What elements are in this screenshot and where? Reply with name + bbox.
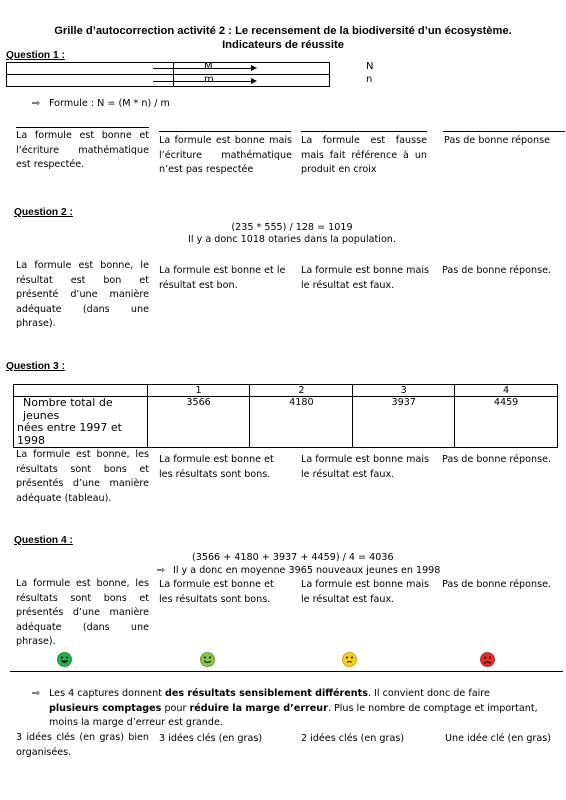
arrow-right-icon: ⇨ <box>32 688 41 699</box>
q1-var-N: N <box>366 61 374 72</box>
question-4-label: Question 4 : <box>14 535 73 546</box>
key-idea-1: des résultats sensiblement différents <box>164 688 368 699</box>
q3-header-2: 2 <box>250 385 353 397</box>
q3-row-label: Nombre total de jeunes nées entre 1997 et 1998 <box>14 397 148 448</box>
q2-criterion-2: La formule est bonne et le résultat est bon. <box>159 265 286 291</box>
final-criterion-4: Une idée clé (en gras) <box>445 733 551 744</box>
q1-var-M: M <box>204 61 213 72</box>
q3-value-3: 3937 <box>353 397 455 448</box>
q1-formula: Formule : N = (M * n) / m <box>49 98 170 109</box>
q2-criterion-4: Pas de bonne réponse. <box>442 265 552 276</box>
q4-criterion-3: La formule est bonne mais le résultat est faux. <box>301 579 430 605</box>
q3-criterion-4: Pas de bonne réponse. <box>442 454 552 465</box>
q3-header-4: 4 <box>455 385 558 397</box>
q1-criterion-1: La formule est bonne et l’écriture mathématique est respectée. <box>16 130 149 170</box>
q1-criterion-4: Pas de bonne réponse <box>444 135 550 146</box>
q1-rule-4 <box>443 131 565 132</box>
q3-criterion-2: La formule est bonne et les résultats sont bons. <box>159 454 274 480</box>
conclusion-text: Les 4 captures donnent des résultats sensiblement différents. Il convient donc de faire plusieurs comptages pour réduire la marge d’erreur. Plus le nombre de comptage et important, moins la marge d’erreur est grande. <box>49 688 538 728</box>
q1-rule-1 <box>16 127 149 128</box>
q4-criterion-4: Pas de bonne réponse. <box>442 579 552 590</box>
question-3-label: Question 3 : <box>6 361 65 372</box>
document-subtitle: Indicateurs de réussite <box>222 39 344 51</box>
q3-table <box>13 384 558 448</box>
q2-criterion-1: La formule est bonne, le résultat est bon et présenté d’une manière adéquate (dans une phrase). <box>16 260 149 329</box>
q3-value-1: 3566 <box>147 397 250 448</box>
final-criterion-1: 3 idées clés (en gras) bien organisées. <box>16 732 149 758</box>
sad-face-icon <box>480 652 495 667</box>
neutral-face-icon <box>342 652 357 667</box>
arrow-right-icon: ⇨ <box>157 565 166 576</box>
q3-criterion-1: La formule est bonne, les résultats sont bons et présentés d’une manière adéquate (tableau). <box>16 449 149 504</box>
q1-var-n: n <box>366 74 373 85</box>
q1-rule-2 <box>159 131 291 132</box>
q1-table <box>6 62 330 87</box>
final-criterion-3: 2 idées clés (en gras) <box>301 733 405 744</box>
q2-calculation: (235 * 555) / 128 = 1019 <box>231 222 353 233</box>
arrow-top-line <box>153 68 253 69</box>
q1-criterion-3: La formule est fausse mais fait référence à un produit en croix <box>301 135 427 175</box>
q2-criterion-3: La formule est bonne mais le résultat est faux. <box>301 265 430 291</box>
q3-criterion-3: La formule est bonne mais le résultat est faux. <box>301 454 430 480</box>
laughing-face-icon <box>57 652 72 667</box>
final-criterion-2: 3 idées clés (en gras) <box>159 733 263 744</box>
arrow-top-head-icon <box>251 65 257 71</box>
question-1-label: Question 1 : <box>6 50 65 61</box>
section-divider <box>10 671 563 672</box>
question-2-label: Question 2 : <box>14 207 73 218</box>
arrow-bottom-head-icon <box>251 78 257 84</box>
q1-criterion-2: La formule est bonne mais l’écriture mathématique n’est pas respectée <box>159 135 292 175</box>
q1-rule-3 <box>301 131 427 132</box>
q4-criterion-2: La formule est bonne et les résultats sont bons. <box>159 579 274 605</box>
key-idea-2: plusieurs comptages <box>49 702 162 714</box>
q3-header-3: 3 <box>353 385 455 397</box>
q4-sentence: Il y a donc en moyenne 3965 nouveaux jeunes en 1998 <box>173 565 441 576</box>
q1-var-m: m <box>204 74 214 85</box>
arrow-right-icon: ⇨ <box>32 98 41 109</box>
q4-criterion-1: La formule est bonne, les résultats sont bons et présentés d’une manière adéquate (dans une phrase). <box>16 578 149 647</box>
key-idea-3: réduire la marge d’erreur <box>189 702 328 714</box>
q2-sentence: Il y a donc 1018 otaries dans la population. <box>188 234 396 245</box>
q3-value-2: 4180 <box>250 397 353 448</box>
document-title: Grille d’autocorrection activité 2 : Le recensement de la biodiversité d’un écosystème. <box>54 25 512 37</box>
smiling-face-icon <box>200 652 215 667</box>
q3-header-1: 1 <box>147 385 250 397</box>
arrow-bottom-line <box>153 81 253 82</box>
q4-calculation: (3566 + 4180 + 3937 + 4459) / 4 = 4036 <box>192 552 394 563</box>
q3-value-4: 4459 <box>455 397 558 448</box>
